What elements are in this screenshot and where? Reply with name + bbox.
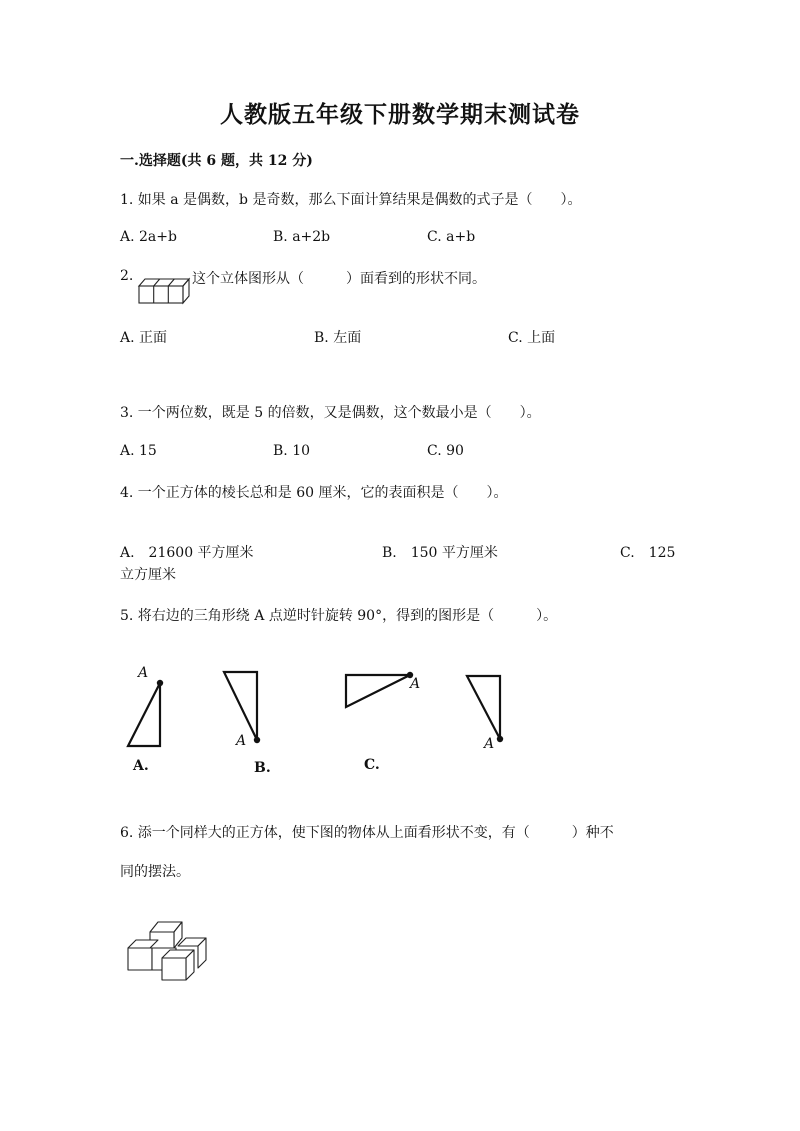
page-title: 人教版五年级下册数学期末测试卷 [220, 101, 580, 128]
question-2-number: 2. [120, 268, 134, 284]
section-heading: 一.选择题(共 6 题，共 12 分) [120, 153, 313, 169]
question-2-text: 这个立体图形从（ ）面看到的形状不同。 [192, 271, 486, 287]
question-1-option-a: A. 2a+b [120, 229, 177, 245]
question-1-option-c: C. a+b [427, 229, 476, 245]
rotation-point-a4 [497, 736, 503, 742]
question-1-text: 1. 如果 a 是偶数，b 是奇数，那么下面计算结果是偶数的式子是（ ）。 [120, 192, 582, 208]
figure-label-c: C. [364, 757, 380, 773]
question-4-option-a: A. 21600 平方厘米 [120, 545, 254, 561]
figure-label-a: A. [133, 758, 149, 774]
question-1-option-b: B. a+2b [273, 229, 331, 245]
triangle-c [346, 675, 410, 707]
question-2-option-c: C. 上面 [508, 330, 556, 346]
point-label-a4: A [484, 736, 495, 752]
question-4-option-b: B. 150 平方厘米 [382, 545, 498, 561]
question-3-option-b: B. 10 [273, 443, 311, 459]
question-6-text-line1: 6. 添一个同样大的正方体，使下图的物体从上面看形状不变，有（ ）种不 [120, 825, 614, 841]
question-6-text-line2: 同的摆法。 [120, 864, 190, 880]
question-3-option-c: C. 90 [427, 443, 464, 459]
question-4-option-c: C. 125 [620, 545, 676, 561]
question-3-option-a: A. 15 [120, 443, 157, 459]
triangle-b [224, 672, 257, 740]
question-4-option-c-unit: 立方厘米 [120, 567, 176, 583]
question-2-option-b: B. 左面 [314, 330, 362, 346]
figure-label-b: B. [254, 760, 271, 776]
triangle-d [467, 676, 500, 739]
question-5-text: 5. 将右边的三角形绕 A 点逆时针旋转 90°，得到的图形是（ ）。 [120, 608, 558, 624]
point-label-a3: A [410, 676, 421, 692]
question-3-text: 3. 一个两位数，既是 5 的倍数，又是偶数，这个数最小是（ ）。 [120, 405, 541, 421]
triangle-a [128, 683, 160, 746]
point-label-a1: A [138, 665, 149, 681]
rotation-point-a1 [157, 680, 163, 686]
question-2-option-a: A. 正面 [120, 330, 168, 346]
rotation-point-a2 [254, 737, 260, 743]
point-label-a2: A [236, 733, 247, 749]
question-4-text: 4. 一个正方体的棱长总和是 60 厘米，它的表面积是（ ）。 [120, 485, 508, 501]
cube-stack-figure [124, 914, 210, 984]
